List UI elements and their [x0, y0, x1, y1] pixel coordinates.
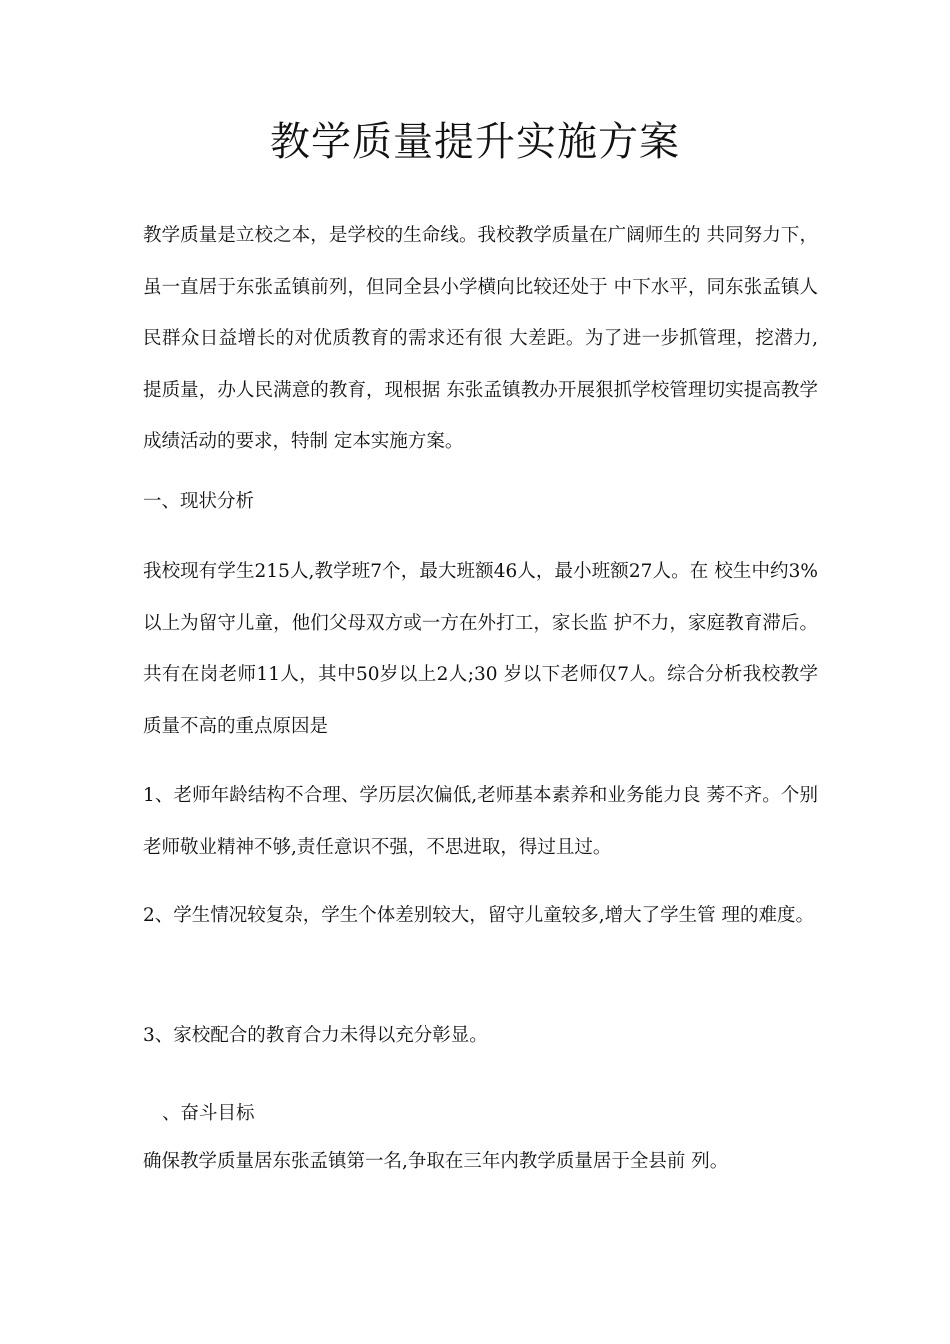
section-heading-goal: 、奋斗目标 [162, 1103, 255, 1124]
section-heading-status: 一、现状分析 [143, 491, 255, 512]
intro-paragraph: 教学质量是立校之本，是学校的生命线。我校教学质量在广阔师生的 共同努力下，虽一直居于东张孟镇前列，但同全县小学横向比较还处于 中下水平，同东张孟镇人民群众日益增长的对优质教育的需求还有很 大差距。为了进一步抓管理，挖潜力,提质量，办人民满意的教育，现根据 东张孟镇教办开展狠抓学校管理切实提高教学成绩活动的要求，特制 定本实施方案。 [143, 225, 818, 453]
reason-item-2: 2、学生情况较复杂，学生个体差别较大，留守儿童较多,增大了学生管 理的难度。 [143, 905, 815, 926]
status-paragraph: 我校现有学生215人,教学班7个，最大班额46人，最小班额27人。在 校生中约3%以上为留守儿童，他们父母双方或一方在外打工，家长监 护不力，家庭教育滞后。共有在岗老师11人，其中50岁以上2人;30 岁以下老师仅7人。综合分析我校教学质量不高的重点原因是 [143, 561, 818, 737]
document-title: 教学质量提升实施方案 [270, 119, 680, 165]
reason-item-1: 1、老师年龄结构不合理、学历层次偏低,老师基本素养和业务能力良 莠不齐。个别老师敬业精神不够,责任意识不强，不思进取，得过且过。 [143, 785, 818, 858]
reason-item-3: 3、家校配合的教育合力未得以充分彰显。 [143, 1025, 488, 1046]
goal-paragraph: 确保教学质量居东张孟镇第一名,争取在三年内教学质量居于全县前 列。 [143, 1151, 729, 1172]
